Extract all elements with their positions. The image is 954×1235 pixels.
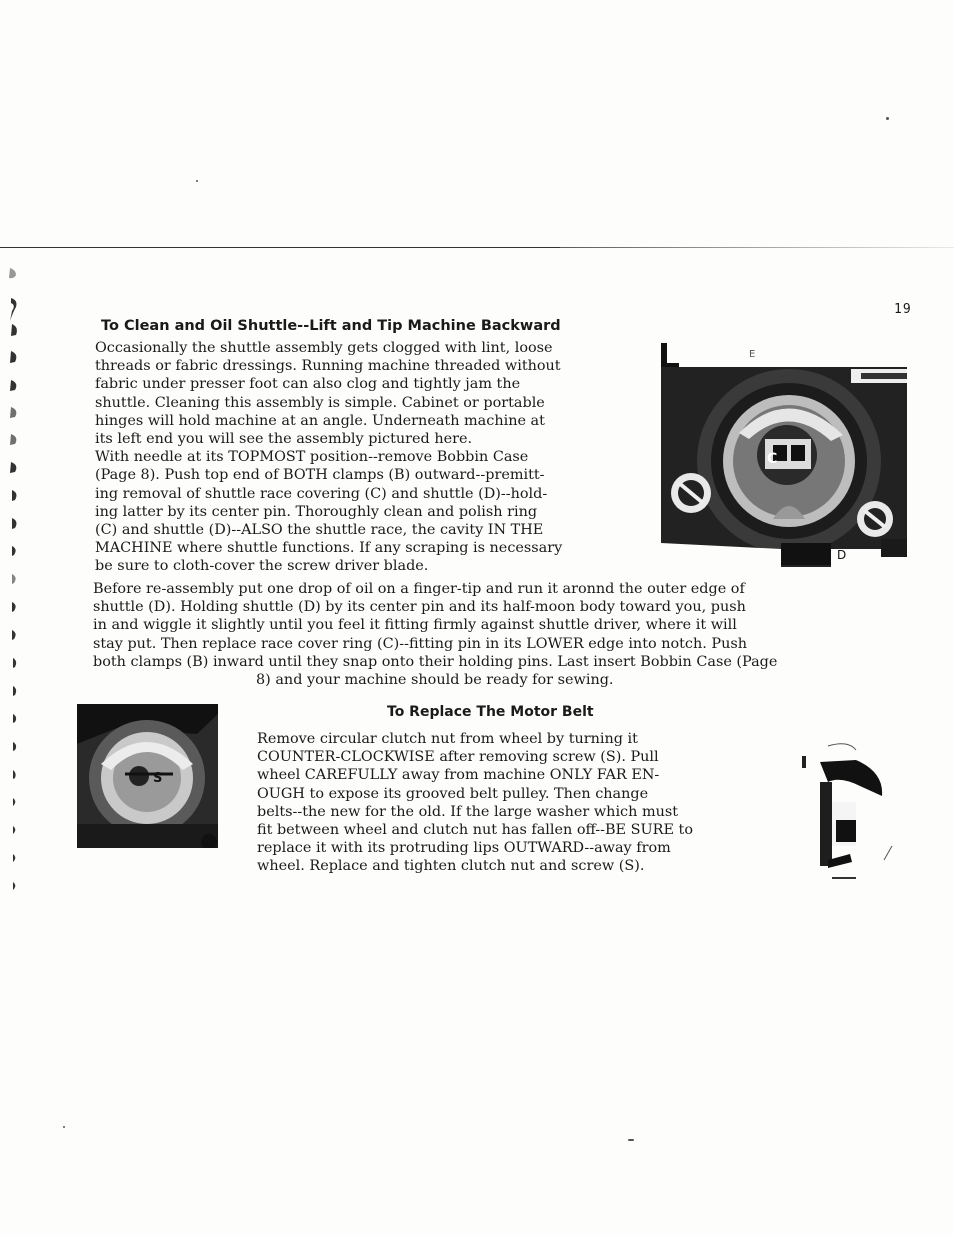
text-line: shuttle. Cleaning this assembly is simple. Cabinet or portable bbox=[95, 394, 545, 411]
paper-speck bbox=[628, 1139, 634, 1141]
text-line: COUNTER-CLOCKWISE after removing screw (S). Pull bbox=[257, 749, 659, 766]
text-line: belts--the new for the old. If the large washer which must bbox=[257, 803, 679, 820]
text-line: both clamps (B) inward until they snap onto their holding pins. Last insert Bobbin Case (Page bbox=[93, 653, 778, 670]
text-line: hinges will hold machine at an angle. Underneath machine at bbox=[95, 412, 545, 429]
text-line: stay put. Then replace race cover ring (C)--fitting pin in its LOWER edge into notch. Push bbox=[93, 635, 748, 652]
text-line: (C) and shuttle (D)--ALSO the shuttle race, the cavity IN THE bbox=[95, 522, 544, 539]
top-rule-fade bbox=[560, 247, 954, 249]
text-line: (Page 8). Push top end of BOTH clamps (B) outward--premitt- bbox=[95, 467, 545, 484]
text-line: its left end you will see the assembly pictured here. bbox=[95, 431, 473, 448]
paper-speck bbox=[196, 180, 198, 182]
page-number: 19 bbox=[894, 302, 912, 317]
binding-margin-marks bbox=[6, 262, 26, 902]
photo-label: E bbox=[749, 349, 756, 360]
shuttle-instructions bbox=[95, 339, 635, 576]
text-line: ing removal of shuttle race covering (C) and shuttle (D)--hold- bbox=[95, 485, 548, 502]
paper-speck bbox=[886, 117, 889, 120]
photo-label: D bbox=[837, 548, 847, 562]
motor-belt-instructions bbox=[257, 730, 757, 876]
text-line: threads or fabric dressings. Running machine threaded without bbox=[95, 358, 561, 375]
photo-label: S bbox=[153, 771, 163, 786]
text-line: Remove circular clutch nut from wheel by turning it bbox=[257, 731, 638, 747]
text-line: wheel CAREFULLY away from machine ONLY FAR EN- bbox=[257, 767, 660, 784]
paper-speck bbox=[63, 1126, 65, 1128]
text-line: With needle at its TOPMOST position--remove Bobbin Case bbox=[95, 449, 529, 466]
text-line: MACHINE where shuttle functions. If any scraping is necessary bbox=[95, 540, 563, 557]
motor-belt-heading: To Replace The Motor Belt bbox=[387, 704, 594, 720]
photo-label: C bbox=[767, 451, 778, 467]
text-line: Occasionally the shuttle assembly gets clogged with lint, loose bbox=[95, 340, 553, 356]
text-line: ing latter by its center pin. Thoroughly clean and polish ring bbox=[95, 503, 538, 520]
text-line: shuttle (D). Holding shuttle (D) by its center pin and its half-moon body toward you, push bbox=[93, 599, 746, 616]
text-line: Before re-assembly put one drop of oil on a finger-tip and run it aronnd the outer edge of bbox=[93, 581, 745, 597]
clutch-nut-photo bbox=[77, 704, 218, 848]
text-line: be sure to cloth-cover the screw driver blade. bbox=[95, 558, 429, 575]
text-line: replace it with its protruding lips OUTWARD--away from bbox=[257, 840, 671, 857]
text-line: in and wiggle it slightly until you feel it fitting firmly against shuttle driver, where it will bbox=[93, 617, 737, 634]
shuttle-assembly-photo bbox=[661, 343, 907, 567]
text-line: fabric under presser foot can also clog and tightly jam the bbox=[95, 376, 521, 393]
belt-pulley-photo bbox=[798, 736, 904, 886]
text-line: wheel. Replace and tighten clutch nut and screw (S). bbox=[257, 858, 645, 875]
text-line: OUGH to expose its grooved belt pulley. Then change bbox=[257, 785, 649, 802]
text-line: fit between wheel and clutch nut has fallen off--BE SURE to bbox=[257, 822, 693, 839]
shuttle-section-heading: To Clean and Oil Shuttle--Lift and Tip Machine Backward bbox=[101, 318, 561, 334]
reassembly-instructions bbox=[93, 580, 893, 689]
text-line: 8) and your machine should be ready for sewing. bbox=[256, 672, 614, 689]
